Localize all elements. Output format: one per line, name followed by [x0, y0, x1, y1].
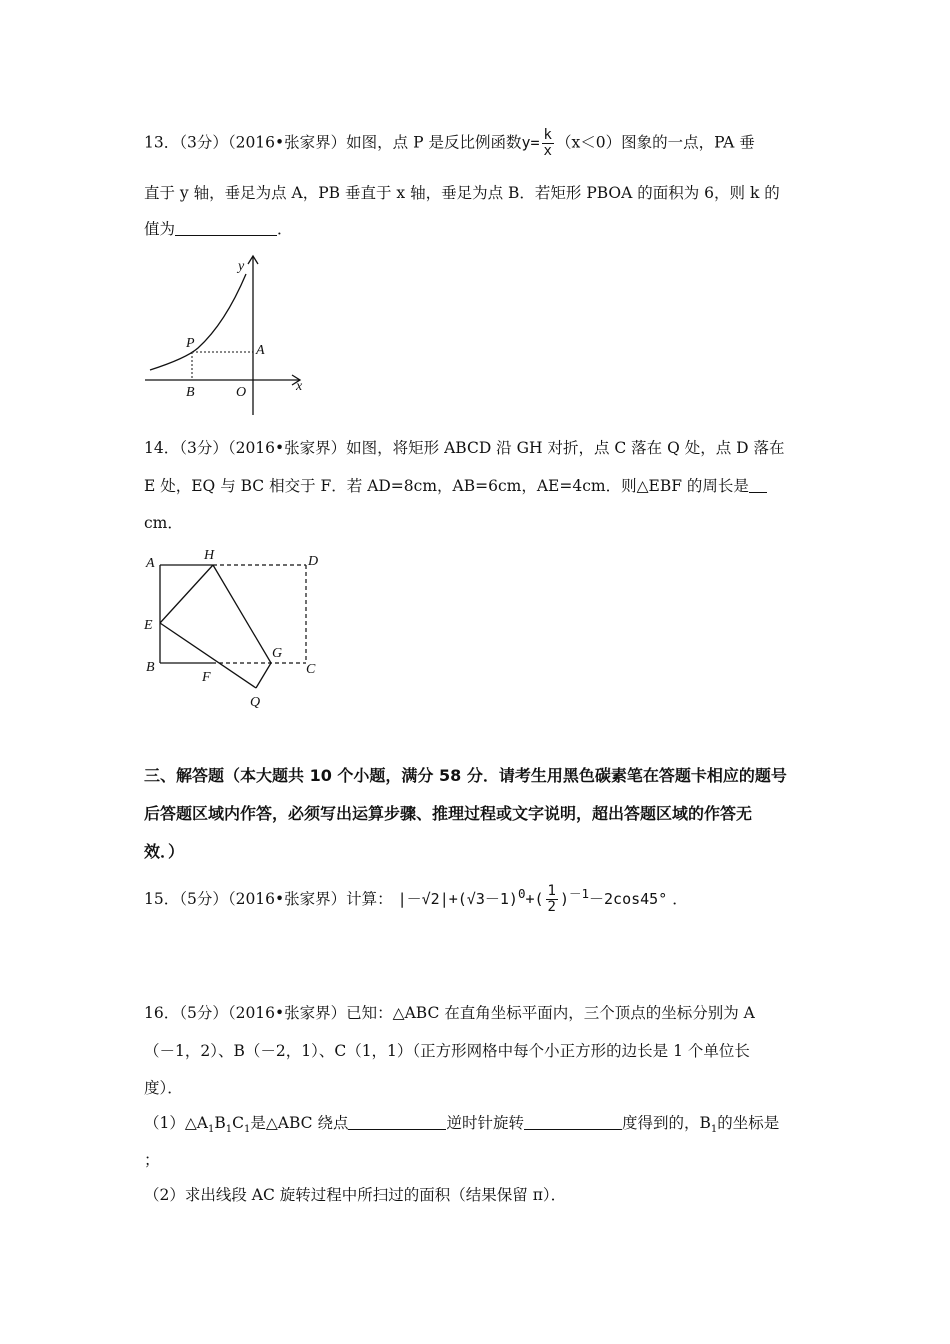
q16-sub4: 1	[710, 1124, 718, 1136]
q13-label-x: x	[296, 379, 303, 394]
q14-figure	[140, 545, 335, 715]
q15-tail: ．	[672, 890, 688, 908]
q13-curve	[150, 274, 246, 370]
q14-label-h: H	[204, 548, 215, 563]
q16-p1-d: 是△ABC 绕点	[250, 1114, 349, 1132]
q16-p1-a: （1）△A	[144, 1114, 208, 1132]
q13-line1	[144, 128, 755, 159]
q13-label-p: P	[186, 336, 195, 351]
section3-line2: 后答题区域内作答，必须写出运算步骤、推理过程或文字说明，超出答题区域的作答无	[144, 804, 753, 823]
q13-figure	[140, 250, 315, 418]
q14-label-g: G	[272, 646, 283, 661]
q13-label-y: y	[238, 259, 245, 274]
q13-func-y: y=	[521, 133, 540, 152]
q13-fraction	[542, 128, 554, 159]
q14-seg-eh	[160, 565, 213, 623]
q15-exp0: 0	[517, 886, 526, 901]
q14-line2-text: E 处，EQ 与 BC 相交于 F．若 AD=8cm，AB=6cm，AE=4cm．则△EBF 的周长是	[144, 477, 749, 495]
q15-half-den: 2	[547, 899, 556, 915]
section3-line1: 三、解答题（本大题共 10 个小题，满分 58 分．请考生用黑色碳素笔在答题卡相应的题号	[144, 766, 787, 785]
q15-expm1: －1	[569, 886, 590, 901]
q16-blank-point	[348, 1114, 446, 1131]
q16-line2: （－1，2）、B（－2，1）、C（1，1）（正方形网格中每个小正方形的边长是 1 个单位长	[144, 1042, 750, 1060]
q16-p1-e: 逆时针旋转	[446, 1114, 524, 1132]
q16-part1	[144, 1111, 779, 1135]
q16-blank-degree	[524, 1114, 622, 1131]
q15-head: 15．（5分）（2016•张家界）计算：	[144, 890, 393, 908]
q13-line2: 直于 y 轴，垂足为点 A，PB 垂直于 x 轴，垂足为点 B．若矩形 PBOA 的面积为 6，则 k 的	[144, 184, 780, 202]
q14-label-c: C	[306, 662, 316, 677]
q15-expr-b: +(	[525, 890, 544, 908]
section3-line3: 效．）	[144, 842, 185, 861]
q14-line3: cm．	[144, 514, 183, 532]
q14-label-q: Q	[250, 695, 261, 710]
q14-label-e: E	[144, 618, 153, 633]
q16-p1-g: 的坐标是	[717, 1114, 780, 1132]
q14-label-f: F	[202, 670, 211, 685]
q13-label-a: A	[256, 343, 265, 358]
q14-seg-hg	[213, 565, 271, 663]
q13-frac-den: x	[543, 143, 552, 159]
q16-part1-end: ；	[144, 1151, 160, 1169]
q14-line1: 14．（3分）（2016•张家界）如图，将矩形 ABCD 沿 GH 对折，点 C 落在 Q 处，点 D 落在	[144, 439, 785, 457]
q13-answer-blank	[175, 220, 277, 237]
q13-head: 13．（3分）（2016•张家界）如图，点 P 是反比例函数	[144, 133, 522, 152]
q14-label-d: D	[308, 554, 319, 569]
q16-line3: 度）．	[144, 1079, 183, 1097]
q16-p1-c: C	[232, 1114, 244, 1132]
q13-line3	[144, 217, 293, 239]
q15-line	[144, 884, 688, 915]
q14-label-a: A	[146, 556, 155, 571]
q14-line2	[144, 474, 767, 496]
q13-label-o: O	[236, 385, 247, 400]
q13-line3-pre: 值为	[144, 220, 176, 238]
q14-label-b: B	[146, 660, 155, 675]
q16-sub1: 1	[207, 1124, 215, 1136]
q15-fraction	[546, 884, 558, 915]
q13-line3-post: ．	[277, 220, 293, 238]
q13-cond: （x＜0）图象的一点，PA 垂	[555, 133, 755, 152]
q16-line1: 16．（5分）（2016•张家界）已知：△ABC 在直角坐标平面内，三个顶点的坐标分别为 A	[144, 1004, 755, 1022]
q15-expr-c: )	[559, 890, 569, 908]
q16-p1-f: 度得到的，B	[621, 1114, 711, 1132]
q13-frac-num: k	[543, 127, 552, 143]
q16-sub3: 1	[244, 1124, 251, 1136]
q15-half-num: 1	[547, 883, 556, 899]
q14-answer-blank	[749, 477, 767, 494]
q16-p1-b: B	[214, 1114, 226, 1132]
q16-part2: （2）求出线段 AC 旋转过程中所扫过的面积（结果保留 π）．	[144, 1186, 567, 1204]
q16-sub2: 1	[225, 1124, 233, 1136]
q14-seg-gq	[256, 663, 271, 688]
q15-expression	[397, 883, 668, 915]
q13-label-b: B	[186, 385, 195, 400]
q15-expr-a: |－√2|+(√3－1)	[397, 890, 518, 908]
q15-expr-d: －2cos45°	[589, 890, 668, 908]
